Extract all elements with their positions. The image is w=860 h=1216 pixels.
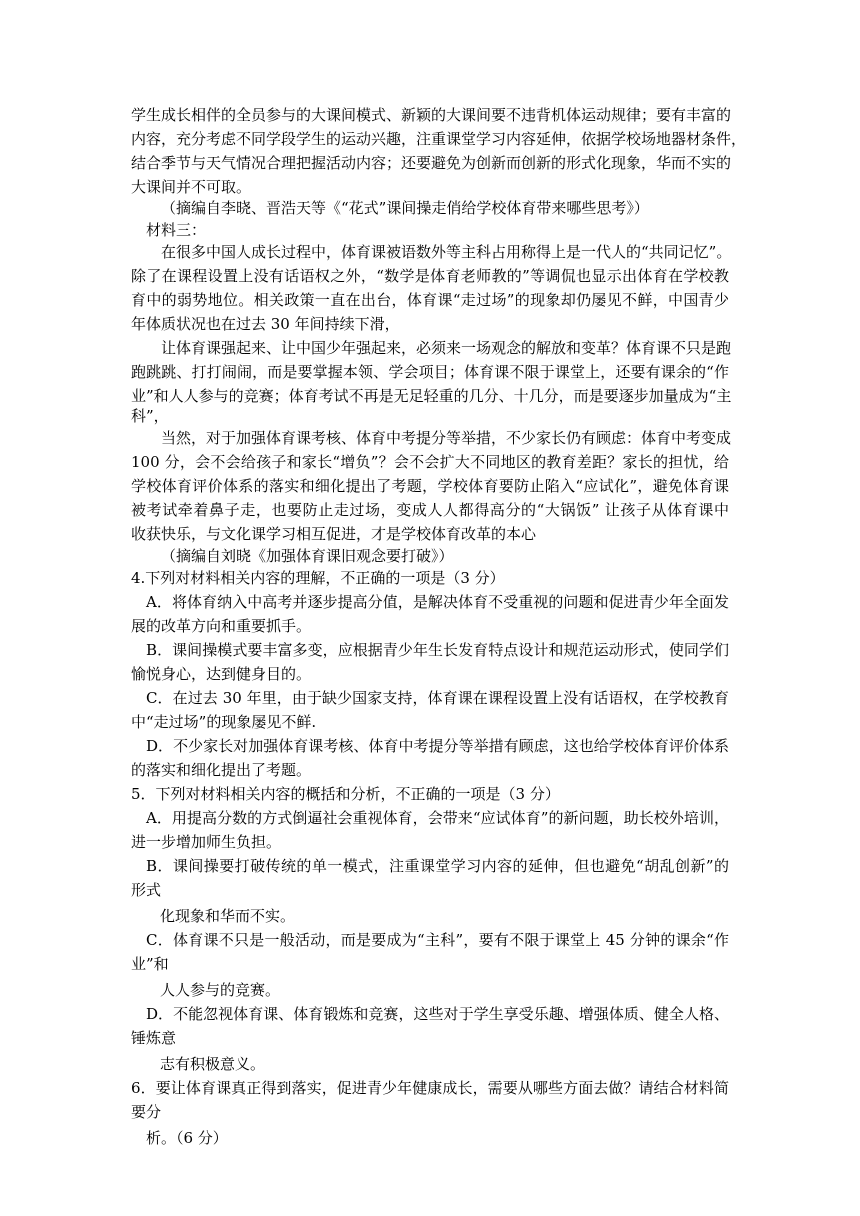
material3-p3-line-2: 100 分，会不会给孩子和家长“增负”？会不会扩大不同地区的教育差距？家长的担忧，给 [131,453,729,471]
material2-line-3: 结合季节与天气情况合理把握活动内容；还要避免为创新而创新的形式化现象，华而不实的 [131,154,732,172]
question-6-line-2: 要分 [131,1103,162,1121]
question-5-option-c-line-2: 业”和 [131,955,169,973]
material2-line-4: 大课间并不可取。 [131,178,252,196]
material3-p1-line-1: 在很多中国人成长过程中，体育课被语数外等主科占用称得上是一代人的“共同记忆”。 [161,243,732,261]
question-4-option-d-line-2: 的落实和细化提出了考题。 [131,761,312,779]
question-6-line-1: 6．要让体育课真正得到落实，促进青少年健康成长，需要从哪些方面去做？请结合材料简 [131,1079,729,1097]
material3-heading: 材料三： [146,221,207,239]
material3-p1-line-4: 年体质状况也在过去 30 年间持续下滑， [131,315,400,333]
question-4-option-c-line-2: 中“走过场”的现象屡见不鲜. [131,713,317,731]
question-4-option-c-line-1: C．在过去 30 年里，由于缺少国家支持，体育课在课程设置上没有话语权，在学校教育 [146,689,729,707]
material2-line-1: 学生成长相伴的全员参与的大课间模式、新颖的大课间要不违背机体运动规律；要有丰富的 [131,106,732,124]
question-5-option-a-line-2: 进一步增加师生负担。 [131,833,282,851]
question-5-option-b-line-3: 化现象和华而不实。 [160,907,296,925]
question-4-stem: 4.下列对材料相关内容的理解，不正确的一项是（3 分） [131,569,505,587]
material3-p1-line-2: 除了在课程设置上没有话语权之外，“数学是体育老师教的”等调侃也显示出体育在学校教 [131,267,729,285]
question-4-option-d-line-1: D．不少家长对加强体育课考核、体育中考提分等举措有顾虑，这也给学校体育评价体系 [146,737,729,755]
material3-p3-line-3: 学校体育评价体系的落实和细化提出了考题，学校体育要防止陷入“应试化”，避免体育课 [131,477,729,495]
material3-p1-line-3: 育中的弱势地位。相关政策一直在出台，体育课“走过场”的现象却仍屡见不鲜，中国青少 [131,291,729,309]
question-5-option-b-line-2: 形式 [131,881,162,899]
question-4-option-a-line-2: 展的改革方向和重要抓手。 [131,617,312,635]
material3-p3-line-1: 当然，对于加强体育课考核、体育中考提分等举措，不少家长仍有顾虑：体育中考变成 [161,429,732,447]
material3-p2-line-4: 科”， [131,407,169,425]
question-5-stem: 5．下列对材料相关内容的概括和分析，不正确的一项是（3 分） [131,785,560,803]
question-5-option-d-line-1: D．不能忽视体育课、体育锻炼和竞赛，这些对于学生享受乐趣、增强体质、健全人格、 [146,1005,729,1023]
material3-p3-line-5: 收获快乐，与文化课学习相互促进，才是学校体育改革的本心 [131,525,537,543]
question-5-option-d-line-2: 锤炼意 [131,1029,177,1047]
material3-p2-line-1: 让体育课强起来、让中国少年强起来，必须来一场观念的解放和变革？体育课不只是跑 [161,339,732,357]
material3-p2-line-2: 跑跳跳、打打闹闹，而是要掌握本领、学会项目；体育课不限于课堂上，还要有课余的“作 [131,363,729,381]
question-5-option-b-line-1: B．课间操要打破传统的单一模式，注重课堂学习内容的延伸，但也避免“胡乱创新”的 [146,857,729,875]
question-5-option-d-line-3: 志有积极意义。 [160,1055,266,1073]
material3-p3-line-4: 被考试牵着鼻子走，也要防止走过场，变成人人都得高分的“大锅饭” 让孩子从体育课中 [131,501,729,519]
question-4-option-a-line-1: A．将体育纳入中高考并逐步提高分值，是解决体育不受重视的问题和促进青少年全面发 [146,593,729,611]
question-5-option-c-line-1: C．体育课不只是一般活动，而是要成为“主科”，要有不限于课堂上 45 分钟的课余“作 [146,931,729,949]
question-4-option-b-line-2: 愉悦身心，达到健身目的。 [131,665,312,683]
material3-p2-line-3: 业”和人人参与的竞赛；体育考试不再是无足轻重的几分、十几分，而是要逐步加量成为“主 [131,387,732,405]
question-6-line-3: 析。（6 分） [146,1129,228,1147]
material2-source: （摘编自李晓、晋浩天等《“花式”课间操走俏给学校体育带来哪些思考》） [161,199,649,217]
question-5-option-c-line-3: 人人参与的竞赛。 [160,981,281,999]
question-4-option-b-line-1: B．课间操模式要丰富多变，应根据青少年生长发育特点设计和规范运动形式，使同学们 [146,641,729,659]
material3-source: （摘编自刘晓《加强体育课旧观念要打破》） [161,547,454,565]
material2-line-2: 内容，充分考虑不同学段学生的运动兴趣，注重课堂学习内容延伸，依据学校场地器材条件， [131,130,747,148]
question-5-option-a-line-1: A．用提高分数的方式倒逼社会重视体育，会带来“应试体育”的新问题，助长校外培训， [146,809,729,827]
